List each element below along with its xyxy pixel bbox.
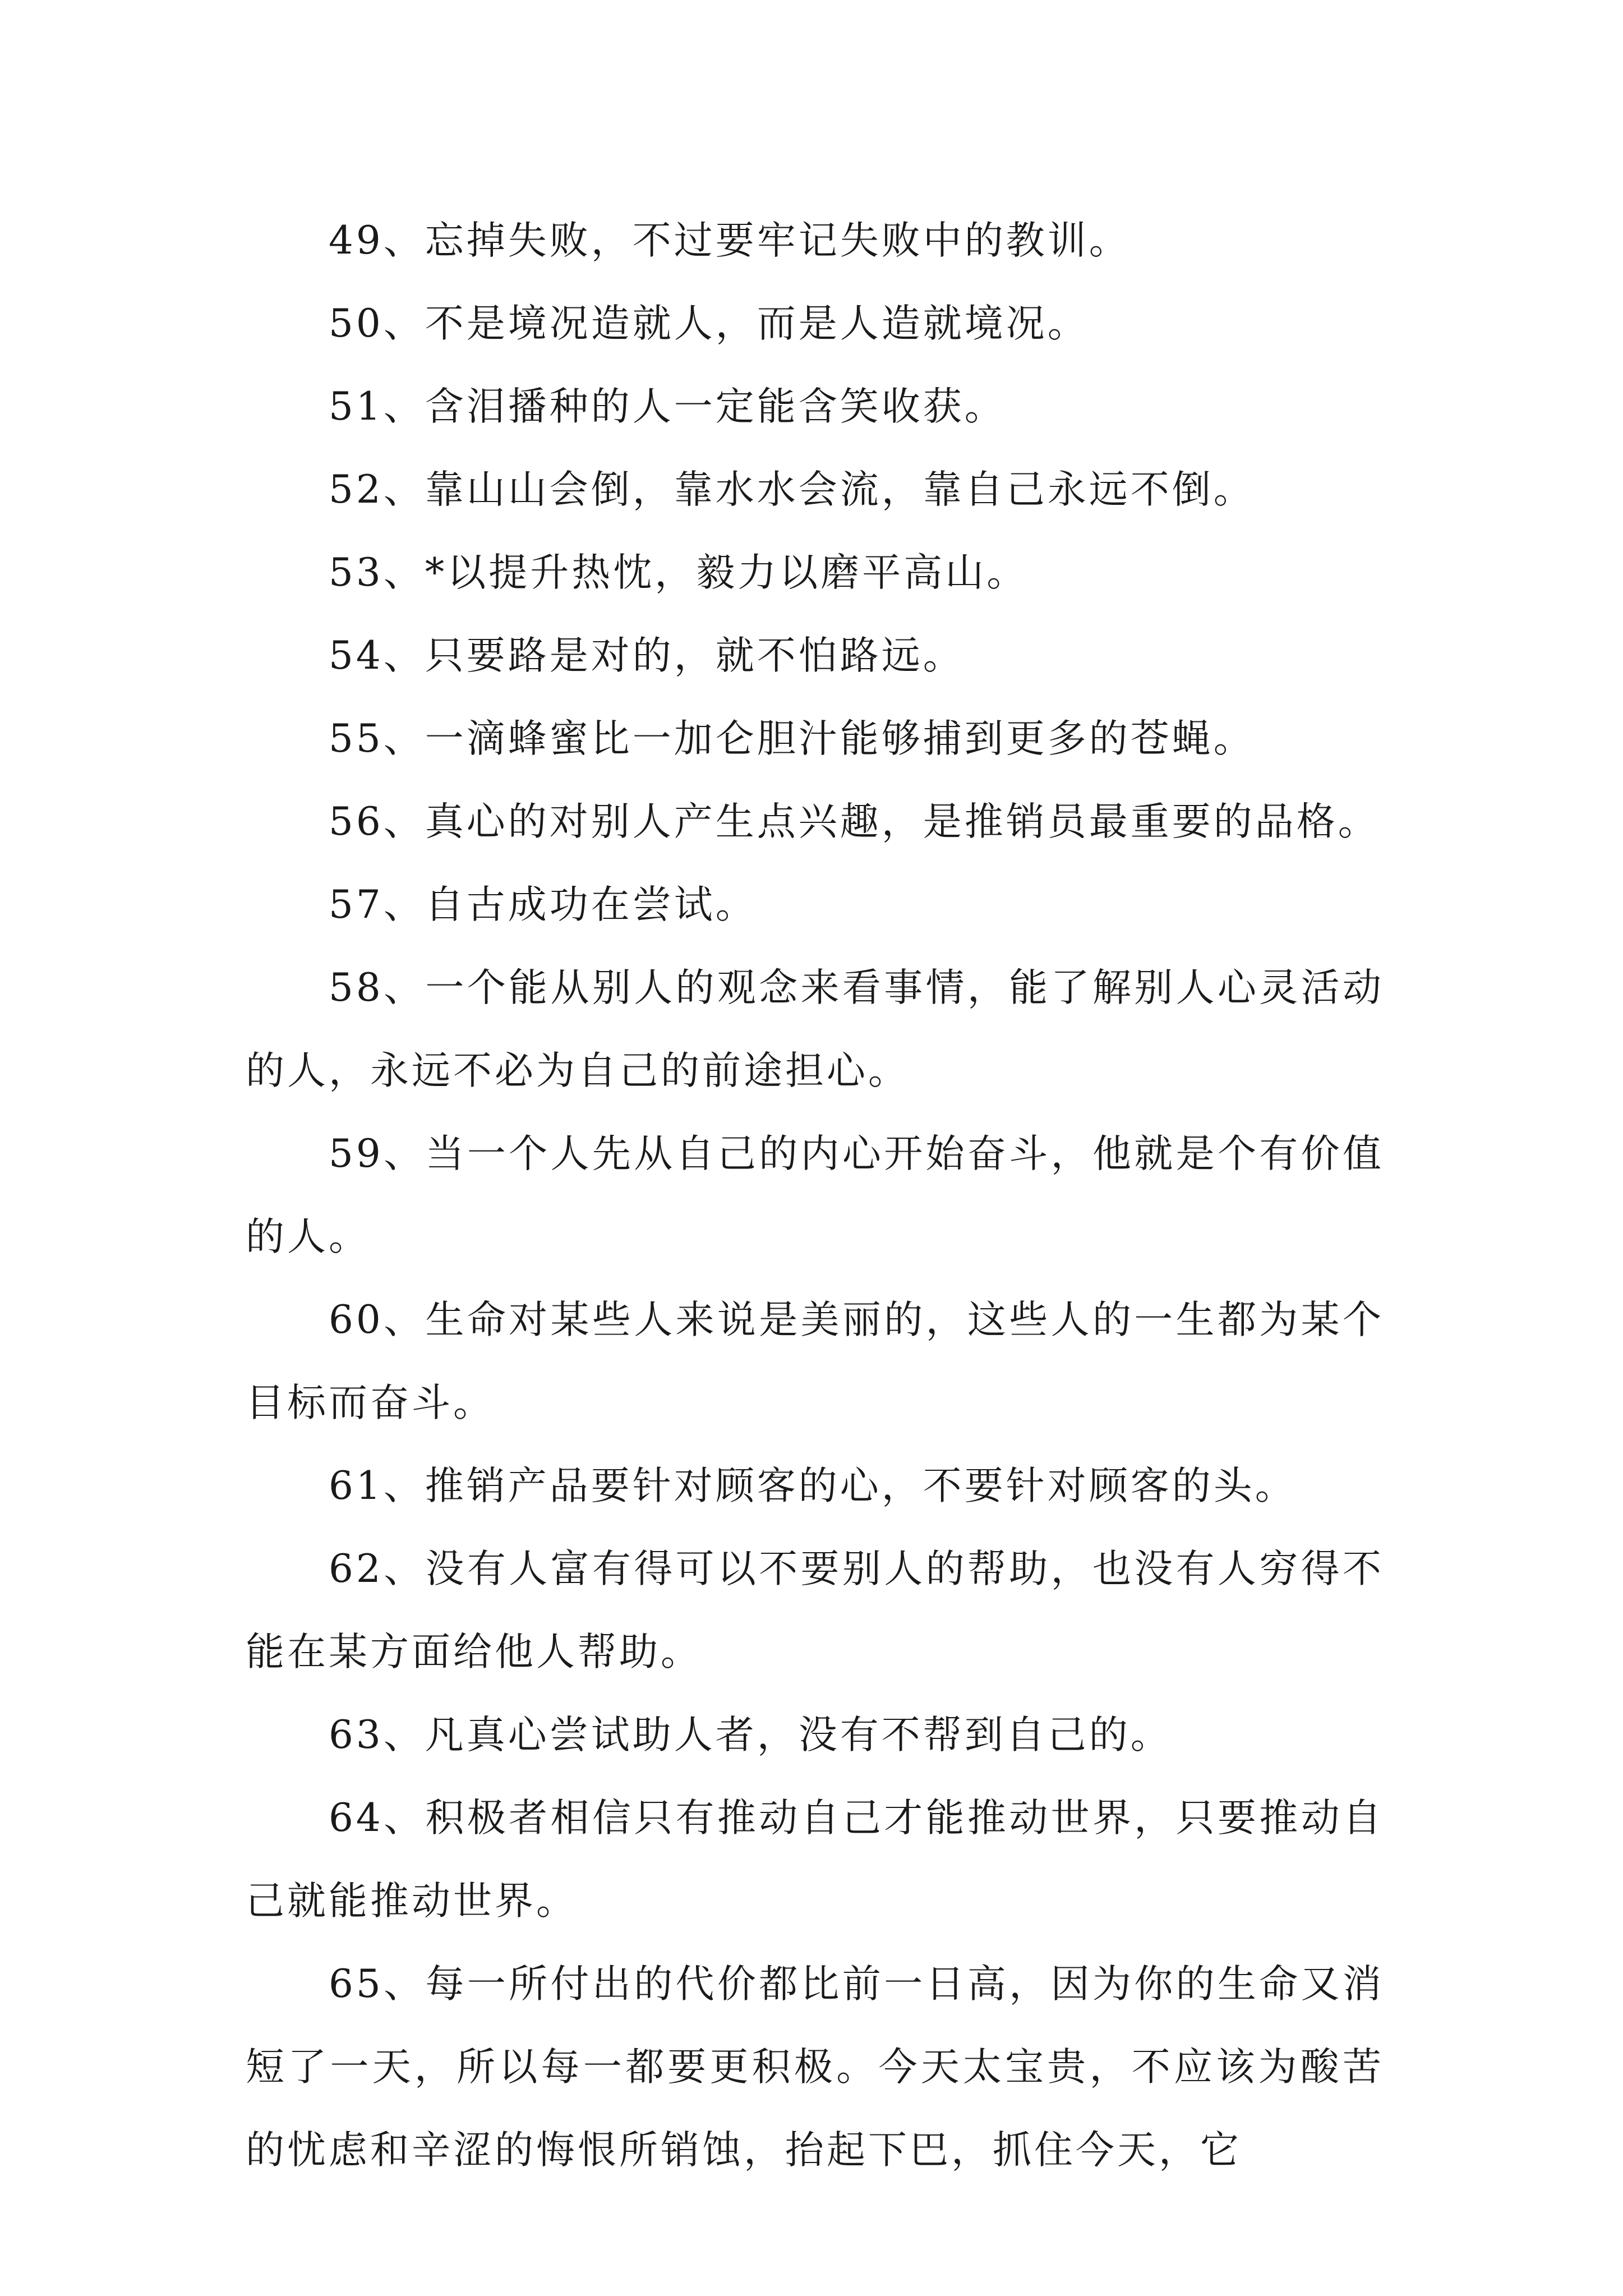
paragraph-65: 65、每一所付出的代价都比前一日高，因为你的生命又消短了一天，所以每一都要更积极。今天太宝贵，不应该为酸苦的忧虑和辛涩的悔恨所销蚀，抬起下巴，抓住今天，它 [246, 1962, 1384, 2173]
paragraph-57: 57、自古成功在尝试。 [329, 882, 757, 927]
document-body [246, 199, 1384, 2192]
paragraph-53: 53、*以提升热忱，毅力以磨平高山。 [329, 550, 1029, 595]
paragraph-63: 63、凡真心尝试助人者，没有不帮到自己的。 [329, 1713, 1172, 1757]
paragraph-56: 56、真心的对别人产生点兴趣，是推销员最重要的品格。 [329, 799, 1380, 844]
paragraph-55: 55、一滴蜂蜜比一加仑胆汁能够捕到更多的苍蝇。 [329, 716, 1255, 761]
paragraph-49: 49、忘掉失败，不过要牢记失败中的教训。 [329, 218, 1131, 263]
paragraph-59: 59、当一个人先从自己的内心开始奋斗，他就是个有价值的人。 [246, 1131, 1384, 1259]
paragraph-61: 61、推销产品要针对顾客的心，不要针对顾客的头。 [329, 1464, 1297, 1508]
paragraph-60: 60、生命对某些人来说是美丽的，这些人的一生都为某个目标而奋斗。 [246, 1297, 1384, 1425]
paragraph-52: 52、靠山山会倒，靠水水会流，靠自己永远不倒。 [329, 467, 1255, 512]
paragraph-58: 58、一个能从别人的观念来看事情，能了解别人心灵活动的人，永远不必为自己的前途担心。 [246, 965, 1384, 1093]
paragraph-51: 51、含泪播种的人一定能含笑收获。 [329, 384, 1006, 429]
paragraph-64: 64、积极者相信只有推动自己才能推动世界，只要推动自己就能推动世界。 [246, 1796, 1384, 1924]
paragraph-50: 50、不是境况造就人，而是人造就境况。 [329, 301, 1089, 346]
paragraph-62: 62、没有人富有得可以不要别人的帮助，也没有人穷得不能在某方面给他人帮助。 [246, 1547, 1384, 1674]
paragraph-54: 54、只要路是对的，就不怕路远。 [329, 633, 965, 678]
